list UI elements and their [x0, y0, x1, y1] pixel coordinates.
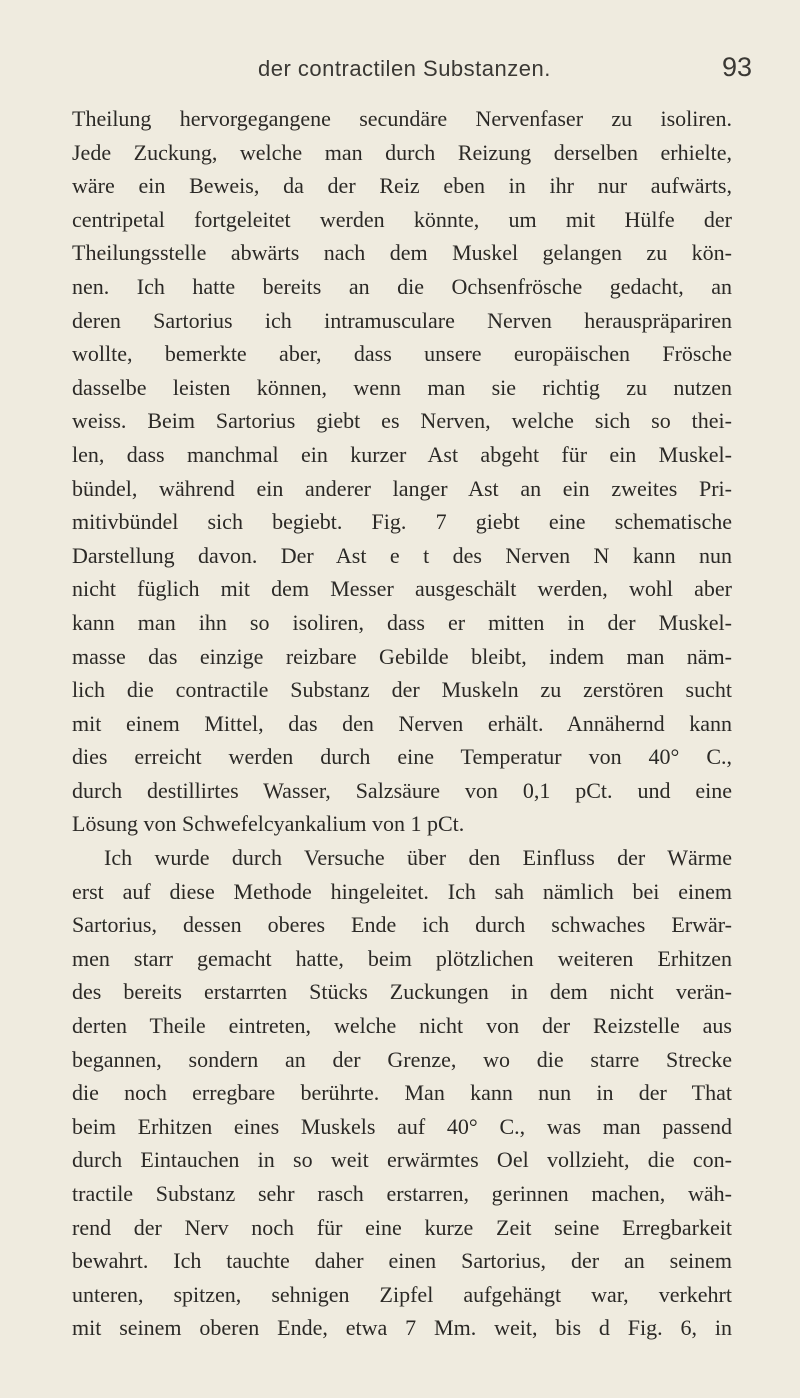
text-line: tractile Substanz sehr rasch erstarren, gerinnen machen, wäh- [72, 1181, 732, 1206]
text-line: beim Erhitzen eines Muskels auf 40° C., was man passend [72, 1113, 732, 1139]
paragraph-start-line: Ich wurde durch Versuche über den Einfluss der Wärme [104, 845, 732, 871]
text-line: centripetal fortgeleitet werden könnte, um mit Hülfe der [72, 206, 732, 232]
text-line: mit einem Mittel, das den Nerven erhält. Annähernd kann [72, 710, 732, 736]
text-line: kann man ihn so isoliren, dass er mitten in der Muskel- [72, 609, 732, 635]
paragraph-end-line: Lösung von Schwefelcyankalium von 1 pCt. [72, 811, 465, 837]
text-line: masse das einzige reizbare Gebilde bleibt, indem man näm- [72, 643, 732, 669]
text-line: des bereits erstarrten Stücks Zuckungen in dem nicht verän- [72, 979, 732, 1005]
text-line: dasselbe leisten können, wenn man sie richtig zu nutzen [72, 374, 732, 400]
text-line: nicht füglich mit dem Messer ausgeschält werden, wohl aber [72, 576, 732, 602]
page-number: 93 [722, 52, 753, 82]
text-line: deren Sartorius ich intramusculare Nerven herauspräpariren [72, 307, 732, 333]
text-line: Theilungsstelle abwärts nach dem Muskel gelangen zu kön- [72, 240, 732, 266]
page-header [0, 52, 800, 88]
text-line: len, dass manchmal ein kurzer Ast abgeht für ein Muskel- [72, 441, 732, 467]
text-line: die noch erregbare berührte. Man kann nun in der That [72, 1080, 732, 1106]
text-line: erst auf diese Methode hingeleitet. Ich sah nämlich bei einem [72, 878, 732, 904]
text-line: derten Theile eintreten, welche nicht von der Reizstelle aus [72, 1013, 732, 1039]
text-line: mitivbündel sich begiebt. Fig. 7 giebt eine schematische [72, 509, 732, 535]
text-line: wollte, bemerkte aber, dass unsere europäischen Frösche [72, 341, 732, 367]
text-line: rend der Nerv noch für eine kurze Zeit seine Erregbarkeit [72, 1214, 732, 1240]
running-title: der contractilen Substanzen. [258, 56, 551, 81]
text-line: lich die contractile Substanz der Muskeln zu zerstören sucht [72, 677, 732, 703]
text-line: Sartorius, dessen oberes Ende ich durch schwaches Erwär- [72, 912, 732, 938]
text-line: durch Eintauchen in so weit erwärmtes Oel vollzieht, die con- [72, 1147, 732, 1173]
text-line: mit seinem oberen Ende, etwa 7 Mm. weit, bis d Fig. 6, in [72, 1315, 732, 1341]
body-text [72, 102, 732, 1345]
text-line: unteren, spitzen, sehnigen Zipfel aufgehängt war, verkehrt [72, 1281, 732, 1307]
text-line: dies erreicht werden durch eine Temperatur von 40° C., [72, 744, 732, 770]
text-line: Darstellung davon. Der Ast e t des Nerven N kann nun [72, 542, 732, 568]
text-line: Theilung hervorgegangene secundäre Nervenfaser zu isoliren. [72, 106, 732, 131]
text-line: bewahrt. Ich tauchte daher einen Sartorius, der an seinem [72, 1248, 732, 1274]
text-line: bündel, während ein anderer langer Ast an ein zweites Pri- [72, 475, 732, 501]
text-line: begannen, sondern an der Grenze, wo die starre Strecke [72, 1046, 732, 1072]
text-line: nen. Ich hatte bereits an die Ochsenfrösche gedacht, an [72, 273, 732, 299]
text-line: durch destillirtes Wasser, Salzsäure von 0,1 pCt. und eine [72, 777, 732, 803]
text-line: Jede Zuckung, welche man durch Reizung derselben erhielte, [72, 139, 732, 165]
text-line: weiss. Beim Sartorius giebt es Nerven, welche sich so thei- [72, 408, 732, 434]
text-line: men starr gemacht hatte, beim plötzlichen weiteren Erhitzen [72, 945, 732, 971]
text-line: wäre ein Beweis, da der Reiz eben in ihr nur aufwärts, [72, 173, 732, 199]
